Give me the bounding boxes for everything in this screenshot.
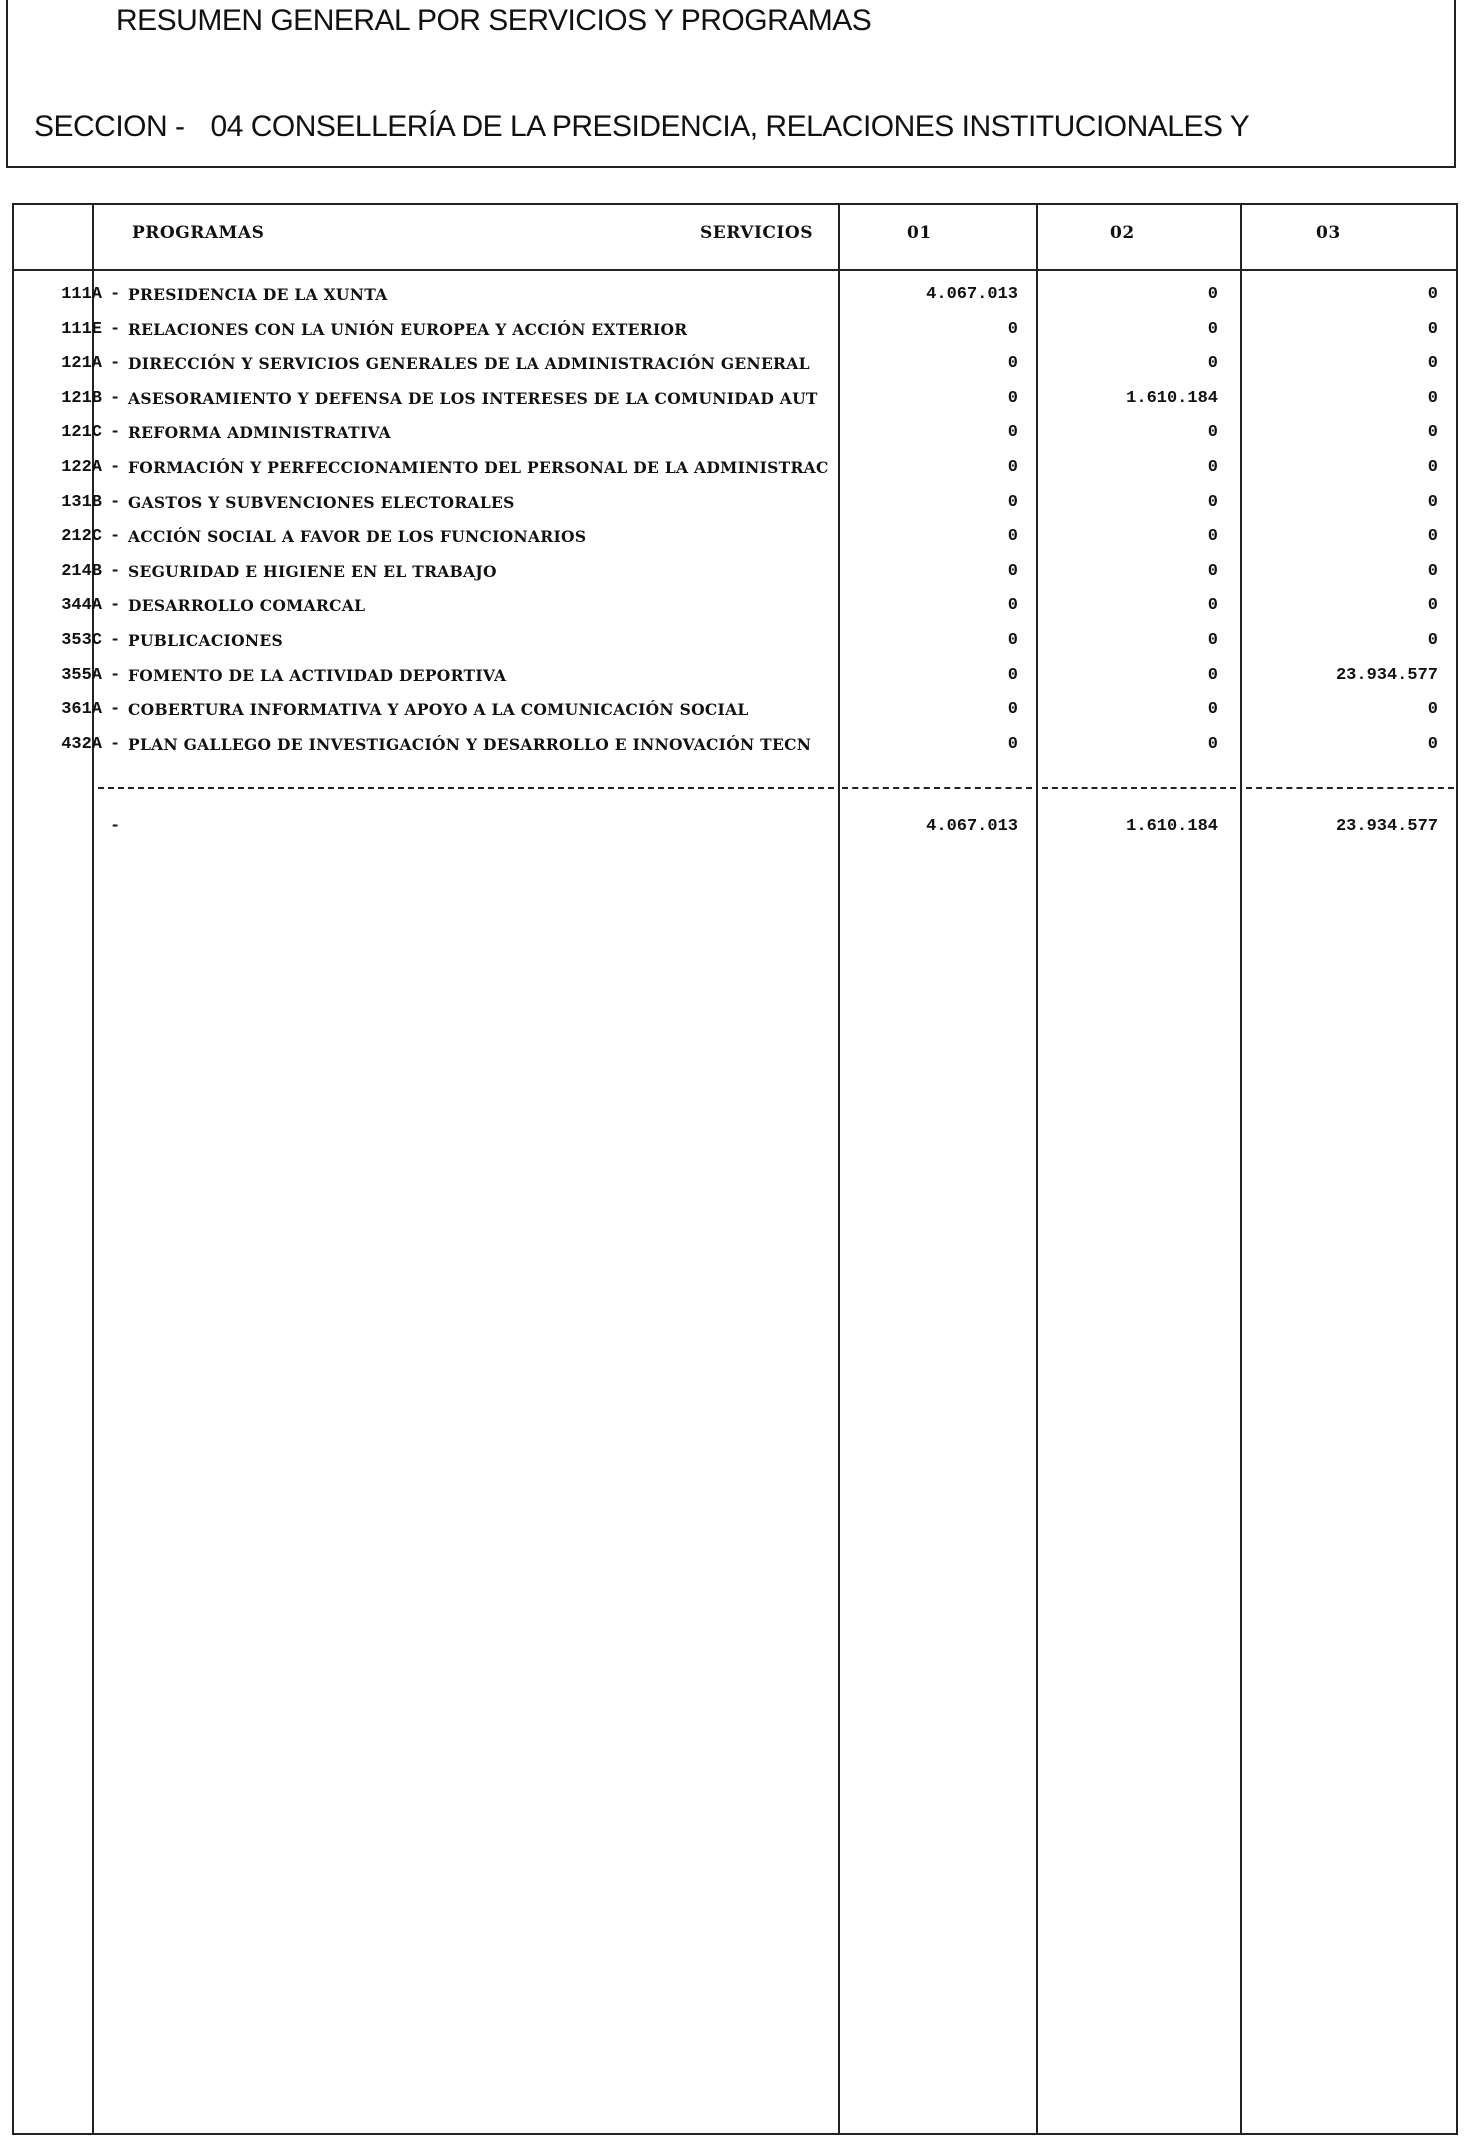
program-name: PRESIDENCIA DE LA XUNTA (128, 285, 388, 304)
table-row (14, 279, 1456, 313)
program-code: 121C (61, 423, 102, 443)
program-code: 355A (61, 665, 102, 685)
program-name: PUBLICACIONES (128, 631, 283, 650)
header-col-02: 02 (1110, 223, 1135, 243)
row-dash: - (110, 388, 121, 408)
dashed-separator (1042, 787, 1236, 789)
header-servicios: SERVICIOS (700, 223, 813, 243)
table-row (14, 694, 1456, 728)
value-02: 0 (1207, 492, 1218, 512)
value-01: 0 (1007, 734, 1018, 754)
program-code: 122A (61, 458, 102, 477)
report-header (6, 0, 1456, 168)
value-01: 0 (1007, 631, 1018, 650)
program-code: 121B (61, 388, 102, 408)
value-01: 0 (1007, 423, 1018, 443)
header-col-03: 03 (1316, 223, 1341, 243)
value-01: 0 (1007, 354, 1018, 374)
value-03: 0 (1427, 354, 1438, 374)
value-01: 0 (1007, 388, 1018, 408)
program-code: 111A (61, 285, 102, 304)
row-dash: - (110, 319, 121, 339)
value-01: 0 (1007, 492, 1018, 512)
program-name: REFORMA ADMINISTRATIVA (128, 423, 391, 443)
row-dash: - (110, 561, 121, 581)
value-03: 0 (1427, 458, 1438, 477)
table-row (14, 556, 1456, 590)
program-code: 353C (61, 631, 102, 650)
program-name: PLAN GALLEGO DE INVESTIGACIÓN Y DESARROLLO E INNOVACIÓN TECN (128, 734, 812, 754)
value-03: 0 (1427, 388, 1438, 408)
program-code: 212C (61, 527, 102, 547)
value-03: 0 (1427, 700, 1438, 720)
value-01: 4.067.013 (926, 285, 1018, 304)
value-03: 0 (1427, 631, 1438, 650)
value-01: 0 (1007, 665, 1018, 685)
program-code: 121A (61, 354, 102, 374)
row-dash: - (110, 734, 121, 754)
row-dash: - (110, 527, 121, 547)
program-name: FORMACIÓN Y PERFECCIONAMIENTO DEL PERSONAL DE LA ADMINISTRAC (128, 458, 829, 477)
program-code: 214B (61, 561, 102, 581)
program-code: 131B (61, 492, 102, 512)
table-row (14, 348, 1456, 382)
row-dash: - (110, 285, 121, 304)
table-row (14, 452, 1456, 486)
value-02: 0 (1207, 458, 1218, 477)
table-row (14, 660, 1456, 694)
totals-row (14, 811, 1456, 845)
dashed-separator (842, 787, 1032, 789)
row-dash: - (110, 354, 121, 374)
total-01: 4.067.013 (926, 817, 1018, 836)
table-row (14, 314, 1456, 348)
dashed-separator (1246, 787, 1454, 789)
value-02: 0 (1207, 319, 1218, 339)
value-02: 0 (1207, 700, 1218, 720)
row-dash: - (110, 492, 121, 512)
program-name: RELACIONES CON LA UNIÓN EUROPEA Y ACCIÓN EXTERIOR (128, 319, 688, 339)
value-02: 0 (1207, 561, 1218, 581)
program-code: 111E (61, 319, 102, 339)
value-02: 0 (1207, 734, 1218, 754)
value-03: 0 (1427, 423, 1438, 443)
row-dash: - (110, 700, 121, 720)
dashed-separator (98, 787, 834, 789)
row-dash: - (110, 423, 121, 443)
section-line (34, 110, 1249, 144)
program-code: 432A (61, 734, 102, 754)
summary-table (12, 203, 1458, 2135)
total-02: 1.610.184 (1126, 817, 1218, 836)
section-label: SECCION - (34, 110, 185, 143)
value-03: 23.934.577 (1335, 665, 1438, 685)
value-01: 0 (1007, 700, 1018, 720)
program-name: GASTOS Y SUBVENCIONES ELECTORALES (128, 492, 515, 512)
value-03: 0 (1427, 596, 1438, 616)
table-row (14, 590, 1456, 624)
program-name: FOMENTO DE LA ACTIVIDAD DEPORTIVA (128, 665, 507, 685)
row-dash: - (110, 458, 121, 477)
table-row (14, 729, 1456, 763)
value-02: 0 (1207, 631, 1218, 650)
totals-dash: - (110, 817, 121, 836)
value-02: 0 (1207, 423, 1218, 443)
value-03: 0 (1427, 527, 1438, 547)
section-value: 04 CONSELLERÍA DE LA PRESIDENCIA, RELACIONES INSTITUCIONALES Y (210, 110, 1250, 143)
header-divider (14, 269, 1456, 271)
value-02: 0 (1207, 354, 1218, 374)
table-row (14, 625, 1456, 659)
program-name: SEGURIDAD E HIGIENE EN EL TRABAJO (128, 561, 497, 581)
table-row (14, 487, 1456, 521)
value-03: 0 (1427, 492, 1438, 512)
value-02: 0 (1207, 596, 1218, 616)
header-programas: PROGRAMAS (132, 223, 265, 243)
value-01: 0 (1007, 561, 1018, 581)
program-code: 361A (61, 700, 102, 720)
value-02: 0 (1207, 527, 1218, 547)
program-name: ACCIÓN SOCIAL A FAVOR DE LOS FUNCIONARIOS (128, 527, 587, 547)
header-col-01: 01 (907, 223, 932, 243)
value-02: 0 (1207, 285, 1218, 304)
value-03: 0 (1427, 561, 1438, 581)
value-01: 0 (1007, 319, 1018, 339)
row-dash: - (110, 596, 121, 616)
report-title: RESUMEN GENERAL POR SERVICIOS Y PROGRAMAS (116, 4, 872, 37)
program-name: DIRECCIÓN Y SERVICIOS GENERALES DE LA ADMINISTRACIÓN GENERAL (128, 354, 810, 374)
value-03: 0 (1427, 734, 1438, 754)
total-03: 23.934.577 (1335, 817, 1438, 836)
value-03: 0 (1427, 319, 1438, 339)
value-01: 0 (1007, 596, 1018, 616)
value-02: 0 (1207, 665, 1218, 685)
row-dash: - (110, 631, 121, 650)
program-name: ASESORAMIENTO Y DEFENSA DE LOS INTERESES DE LA COMUNIDAD AUT (128, 388, 818, 408)
program-code: 344A (61, 596, 102, 616)
program-name: DESARROLLO COMARCAL (128, 596, 366, 616)
value-02: 1.610.184 (1126, 388, 1218, 408)
program-name: COBERTURA INFORMATIVA Y APOYO A LA COMUNICACIÓN SOCIAL (128, 700, 749, 720)
value-01: 0 (1007, 527, 1018, 547)
value-01: 0 (1007, 458, 1018, 477)
value-03: 0 (1427, 285, 1438, 304)
table-row (14, 521, 1456, 555)
row-dash: - (110, 665, 121, 685)
table-row (14, 383, 1456, 417)
table-row (14, 417, 1456, 451)
